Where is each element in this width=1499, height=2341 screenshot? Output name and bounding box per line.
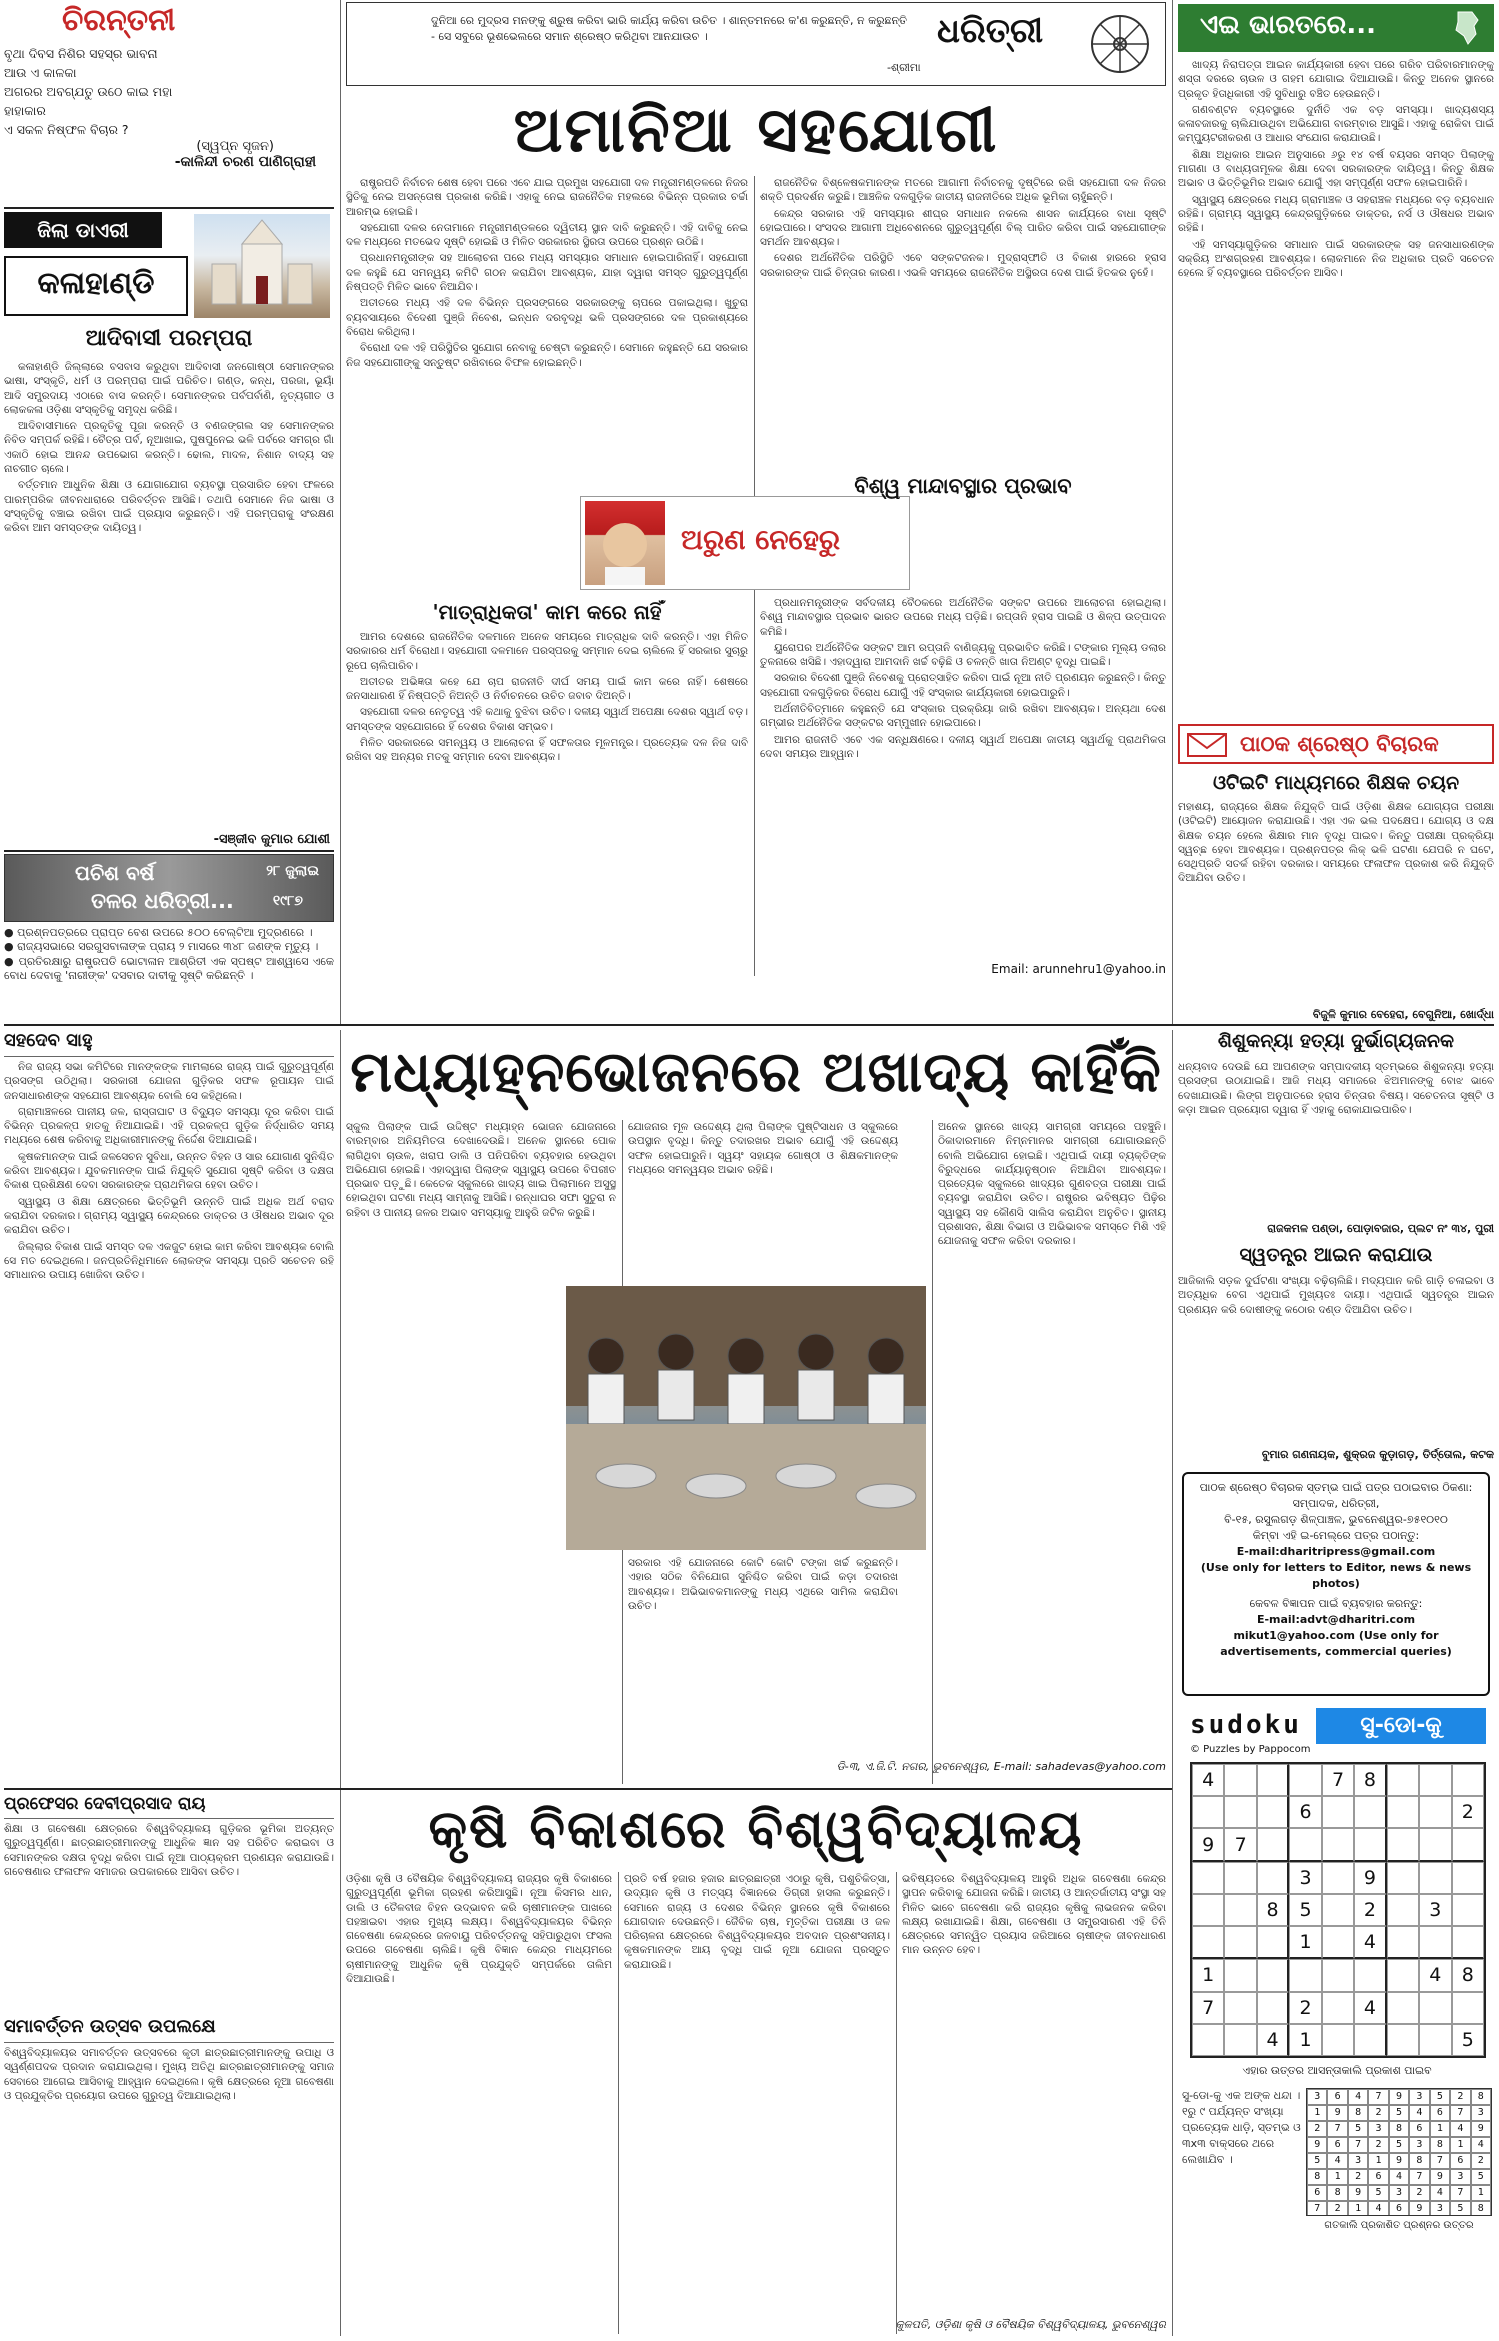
- ei-bharatare-banner: [1178, 4, 1494, 52]
- chirantani-title: ଚିରନ୍ତନୀ: [62, 4, 176, 38]
- answer-cell: 8: [1348, 2105, 1368, 2121]
- answer-cell: 1: [1327, 2169, 1347, 2185]
- sudoku-cell[interactable]: [1387, 1894, 1419, 1926]
- paragraph: ବିରୋଧୀ ଦଳ ଏହି ପରିସ୍ଥିତିର ସୁଯୋଗ ନେବାକୁ ଚେଷ୍ଟା କରୁଛନ୍ତି। ସେମାନେ କହୁଛନ୍ତି ଯେ ସରକାର ନିଜ ସହଯୋଗୀଙ୍କୁ ସନ୍ତୁଷ୍ଟ ରଖିବାରେ ବିଫଳ ହୋଇଛନ୍ତି।: [346, 342, 748, 369]
- professor-body: ଶିକ୍ଷା ଓ ଗବେଷଣା କ୍ଷେତ୍ରରେ ବିଶ୍ୱବିଦ୍ୟାଳୟ ଗୁଡ଼ିକର ଭୂମିକା ଅତ୍ୟନ୍ତ ଗୁରୁତ୍ୱପୂର୍ଣ୍ଣ। ଛାତ୍ରଛାତ୍ରୀମାନଙ୍କୁ ଆଧୁନିକ ଜ୍ଞାନ ସହ ପରିଚିତ କରାଇବା ଓ ସେମାନଙ୍କର ଦକ୍ଷତା ବୃଦ୍ଧି କରିବା ପାଇଁ ନୂଆ ପାଠ୍ୟକ୍ରମ ପ୍ରଣୟନ କରାଯାଉଛି। ଗବେଷଣାର ଫଳାଫଳ ସମାଜର ଉପକାରରେ ଆସିବା ଉଚିତ।: [4, 1823, 334, 1878]
- sudoku-cell[interactable]: [1224, 1862, 1256, 1894]
- sudoku-cell[interactable]: [1387, 2024, 1419, 2056]
- sudoku-cell[interactable]: [1322, 2024, 1354, 2056]
- paragraph: ଆମର ଦେଶରେ ରାଜନୈତିକ ଦଳମାନେ ଅନେକ ସମୟରେ ମାତ୍ରାଧିକ ଦାବି କରନ୍ତି। ଏହା ମିଳିତ ସରକାରର ଧର୍ମ ବିରୋଧୀ। ସହଯୋଗୀ ଦଳମାନେ ପରସ୍ପରକୁ ସମ୍ମାନ ଦେଇ ଚାଲିଲେ ହିଁ ସରକାର ସୁଚାରୁ ରୂପେ ଚାଲିପାରିବ।: [346, 631, 748, 672]
- sahadev-body: [4, 1060, 334, 1784]
- sudoku-cell[interactable]: 6: [1289, 1796, 1321, 1828]
- sudoku-cell[interactable]: [1257, 1796, 1289, 1828]
- sudoku-cell[interactable]: 3: [1419, 1894, 1451, 1926]
- address-line: ପାଠକ ଶ୍ରେଷ୍ଠ ବିଚାରକ ସ୍ତମ୍ଭ ପାଇଁ ପତ୍ର ପଠାଇବାର ଠିକଣା:: [1199, 1481, 1473, 1494]
- sudoku-cell[interactable]: [1354, 1828, 1386, 1861]
- answer-cell: 8: [1327, 2185, 1347, 2201]
- paragraph: ବର୍ତ୍ତମାନ ଆଧୁନିକ ଶିକ୍ଷା ଓ ଯୋଗାଯୋଗ ବ୍ୟବସ୍ଥା ପ୍ରସାରିତ ହେବା ଫଳରେ ପାରମ୍ପରିକ ଜୀବନଧାରାରେ ପରିବର୍ତ୍ତନ ଆସିଛି। ତଥାପି ସେମାନେ ନିଜ ଭାଷା ଓ ସଂସ୍କୃତିକୁ ବଞ୍ଚାଇ ରଖିବା ପାଇଁ ପ୍ରୟାସ କରୁଛନ୍ତି। ଏହି ପରମ୍ପରାକୁ ସଂରକ୍ଷଣ କରିବା ଆମ ସମସ୍ତଙ୍କ ଦାୟିତ୍ୱ।: [4, 479, 334, 535]
- answer-cell: 7: [1368, 2089, 1388, 2105]
- answer-cell: 3: [1430, 2201, 1450, 2216]
- pachisha-items: [4, 926, 334, 1026]
- answer-cell: 7: [1409, 2169, 1429, 2185]
- sudoku-cell[interactable]: 8: [1354, 1764, 1386, 1796]
- answer-cell: 1: [1450, 2137, 1470, 2153]
- paragraph: ରାଜନୈତିକ ବିଶ୍ଳେଷକମାନଙ୍କ ମତରେ ଆଗାମୀ ନିର୍ବାଚନକୁ ଦୃଷ୍ଟିରେ ରଖି ସହଯୋଗୀ ଦଳ ନିଜର ଶକ୍ତି ପ୍ରଦର୍ଶନ କରୁଛି। ଆଞ୍ଚଳିକ ଦଳଗୁଡ଼ିକ ଜାତୀୟ ରାଜନୀତିରେ ଅଧିକ ଭୂମିକା ଚାହୁଁଛନ୍ତି।: [760, 177, 1166, 204]
- chakra-icon: [1089, 13, 1151, 75]
- sudoku-cell[interactable]: [1419, 2024, 1451, 2056]
- sudoku-cell[interactable]: [1257, 1992, 1289, 2024]
- sudoku-cell[interactable]: [1322, 1828, 1354, 1861]
- answer-cell: 7: [1307, 2201, 1327, 2216]
- sudoku-cell[interactable]: 9: [1192, 1828, 1224, 1861]
- pachisha-label-2: ତଳର ଧରିତ୍ରୀ...: [91, 889, 234, 913]
- sudoku-cell[interactable]: 4: [1192, 1764, 1224, 1796]
- advt-note: କେବଳ ବିଜ୍ଞାପନ ପାଇଁ ବ୍ୟବହାର କରନ୍ତୁ:: [1249, 1597, 1423, 1610]
- answer-cell: 4: [1348, 2089, 1368, 2105]
- sudoku-cell[interactable]: [1257, 1959, 1289, 1991]
- sudoku-grid[interactable]: [1190, 1762, 1486, 2058]
- sudoku-cell[interactable]: [1452, 1894, 1484, 1926]
- sudoku-cell[interactable]: 1: [1289, 1926, 1321, 1959]
- answer-cell: 5: [1389, 2137, 1409, 2153]
- advt-email[interactable]: E-mail:advt@dharitri.com: [1256, 1613, 1416, 1626]
- ei-bharatare-title: ଏଇ ଭାରତରେ...: [1200, 10, 1376, 40]
- poem-line: ଆଉ ଏ କାଳକା: [4, 65, 77, 80]
- samavartan-heading: ସମାବର୍ତ୍ତନ ଉତ୍ସବ ଉପଲକ୍ଷେ: [4, 2016, 216, 2037]
- answer-cell: 5: [1450, 2201, 1470, 2216]
- advt-email-2[interactable]: mikut1@yahoo.com (Use only for advertisements, commercial queries): [1220, 1629, 1452, 1658]
- answer-cell: 8: [1471, 2089, 1491, 2105]
- sudoku-cell[interactable]: 7: [1322, 1764, 1354, 1796]
- sudoku-cell[interactable]: 2: [1354, 1894, 1386, 1926]
- answer-cell: 6: [1409, 2121, 1429, 2137]
- answer-cell: 8: [1409, 2153, 1429, 2169]
- paragraph: ସହଯୋଗୀ ଦଳର ନେତୃତ୍ୱ ଏହି କଥାକୁ ବୁଝିବା ଉଚିତ। ଦଳୀୟ ସ୍ୱାର୍ଥ ଅପେକ୍ଷା ଦେଶର ସ୍ୱାର୍ଥ ବଡ଼। ସମସ୍ତଙ୍କ ସହଯୋଗରେ ହିଁ ଦେଶର ବିକାଶ ସମ୍ଭବ।: [346, 706, 748, 733]
- zilla-diary-body: [4, 360, 334, 800]
- sudoku-cell[interactable]: 7: [1192, 1992, 1224, 2024]
- answer-cell: 9: [1389, 2153, 1409, 2169]
- answer-cell: 9: [1327, 2105, 1347, 2121]
- sudoku-cell[interactable]: [1354, 2024, 1386, 2056]
- main-article-col2b: [760, 596, 1166, 956]
- sudoku-cell[interactable]: [1322, 1959, 1354, 1991]
- paragraph: ନିଜ ରାଜ୍ୟ ସଭା କମିଟିରେ ମାନଙ୍କଙ୍କ ମାମଲାରେ ରାଜ୍ୟ ପାଇଁ ଗୁରୁତ୍ୱପୂର୍ଣ୍ଣ ପ୍ରସଙ୍ଗ ଉଠିଥିଲା। ସରକାରୀ ଯୋଜନା ଗୁଡ଼ିକର ସଫଳ ରୂପାୟନ ପାଇଁ ଜନସାଧାରଣଙ୍କ ସହଯୋଗ ଆବଶ୍ୟକ ବୋଲି ସେ କହିଥିଲେ।: [4, 1061, 334, 1102]
- answer-cell: 2: [1348, 2169, 1368, 2185]
- sudoku-cell[interactable]: [1322, 1926, 1354, 1959]
- sudoku-cell[interactable]: [1224, 1992, 1256, 2024]
- answer-cell: 4: [1471, 2137, 1491, 2153]
- agri-col3: ଭବିଷ୍ୟତରେ ବିଶ୍ୱବିଦ୍ୟାଳୟ ଆହୁରି ଅଧିକ ଗବେଷଣା କେନ୍ଦ୍ର ସ୍ଥାପନ କରିବାକୁ ଯୋଜନା କରିଛି। ଜାତୀୟ ଓ ଆନ୍ତର୍ଜାତୀୟ ସଂସ୍ଥା ସହ ମିଳିତ ଭାବେ ଗବେଷଣା କରି ରାଜ୍ୟର କୃଷିକୁ ଲାଭଜନକ କରିବା ଲକ୍ଷ୍ୟ ରଖାଯାଇଛି। ଶିକ୍ଷା, ଗବେଷଣା ଓ ସମ୍ପ୍ରସାରଣ ଏହି ତିନି କ୍ଷେତ୍ରରେ ସମନ୍ୱିତ ପ୍ରୟାସ ଜରିଆରେ ଚାଷୀଙ୍କ ଜୀବନଧାରଣ ମାନ ଉନ୍ନତ ହେବ।: [902, 1873, 1166, 1957]
- sudoku-cell[interactable]: [1387, 1764, 1419, 1796]
- sudoku-caption: ଏହାର ଉତ୍ତର ଆସନ୍ତାକାଲି ପ୍ରକାଶ ପାଇବ: [1242, 2064, 1432, 2077]
- midday-meal-photo: [566, 1286, 926, 1550]
- answer-cell: 3: [1368, 2121, 1388, 2137]
- sudoku-cell[interactable]: [1257, 1926, 1289, 1959]
- answer-cell: 4: [1409, 2105, 1429, 2121]
- paragraph: ପ୍ରଧାନମନ୍ତ୍ରୀଙ୍କ ସହ ଆଲୋଚନା ପରେ ମଧ୍ୟ ସମସ୍ୟାର ସମାଧାନ ହୋଇପାରିନାହିଁ। ସହଯୋଗୀ ଦଳ କହୁଛି ଯେ ସମନ୍ୱୟ କମିଟି ଗଠନ କରାଯିବା ଆବଶ୍ୟକ, ଯାହା ଦ୍ୱାରା ସମସ୍ତ ଗୁରୁତ୍ୱପୂର୍ଣ୍ଣ ନିଷ୍ପତ୍ତି ମିଳିତ ଭାବେ ନିଆଯିବ।: [346, 252, 748, 294]
- sudoku-cell[interactable]: 4: [1354, 1926, 1386, 1959]
- sudoku-cell[interactable]: [1387, 1992, 1419, 2024]
- paragraph: ମିଳିତ ସରକାରରେ ସମନ୍ୱୟ ଓ ଆଲୋଚନା ହିଁ ସଫଳତାର ମୂଳମନ୍ତ୍ର। ପ୍ରତ୍ୟେକ ଦଳ ନିଜ ଦାବି ରଖିବା ସହ ଅନ୍ୟର ମତକୁ ସମ୍ମାନ ଦେବା ଆବଶ୍ୟକ।: [346, 737, 748, 764]
- paragraph: ଶିକ୍ଷା ଅଧିକାର ଆଇନ ଅନୁସାରେ ୬ରୁ ୧୪ ବର୍ଷ ବୟସର ସମସ୍ତ ପିଲାଙ୍କୁ ମାଗଣା ଓ ବାଧ୍ୟତାମୂଳକ ଶିକ୍ଷା ଦେବା ସରକାରଙ୍କ ଦାୟିତ୍ୱ। କିନ୍ତୁ ଶିକ୍ଷକ ଅଭାବ ଓ ଭିତ୍ତିଭୂମିର ଅଭାବ ଯୋଗୁଁ ଏହା ସମ୍ପୂର୍ଣ୍ଣ ସଫଳ ହୋଇପାରିନି।: [1178, 148, 1494, 190]
- agri-col1: ଓଡ଼ିଶା କୃଷି ଓ ବୈଷୟିକ ବିଶ୍ୱବିଦ୍ୟାଳୟ ରାଜ୍ୟର କୃଷି ବିକାଶରେ ଗୁରୁତ୍ୱପୂର୍ଣ୍ଣ ଭୂମିକା ଗ୍ରହଣ କରିଆସୁଛି। ନୂଆ କିସମର ଧାନ, ଡାଲି ଓ ତୈଳବୀଜ ବିହନ ଉଦ୍ଭାବନ କରି ଚାଷୀମାନଙ୍କ ପାଖରେ ପହଞ୍ଚାଇବା ଏହାର ମୁଖ୍ୟ ଲକ୍ଷ୍ୟ। ବିଶ୍ୱବିଦ୍ୟାଳୟର ବିଭିନ୍ନ ଗବେଷଣା କେନ୍ଦ୍ରରେ ଜଳବାୟୁ ପରିବର୍ତ୍ତନକୁ ସହିପାରୁଥିବା ଫସଲ ଉପରେ ଗବେଷଣା ଚାଲିଛି। କୃଷି ବିଜ୍ଞାନ କେନ୍ଦ୍ର ମାଧ୍ୟମରେ ଚାଷୀମାନଙ୍କୁ ଆଧୁନିକ କୃଷି ପ୍ରଯୁକ୍ତି ସମ୍ପର୍କରେ ତାଲିମ ଦିଆଯାଉଛି।: [346, 1873, 612, 1986]
- paragraph: କଳାହାଣ୍ଡି ଜିଲ୍ଲାରେ ବସବାସ କରୁଥିବା ଆଦିବାସୀ ଜନଗୋଷ୍ଠୀ ସେମାନଙ୍କର ଭାଷା, ସଂସ୍କୃତି, ଧର୍ମ ଓ ପରମ୍ପରା ପାଇଁ ପରିଚିତ। ଗଣ୍ଡ, କନ୍ଧ, ପରଜା, ଭୂୟାଁ ଆଦି ସମ୍ପ୍ରଦାୟ ଏଠାରେ ବାସ କରନ୍ତି। ସେମାନଙ୍କର ପର୍ବପର୍ବାଣି, ନୃତ୍ୟଗୀତ ଓ ଲୋକକଳା ଓଡ଼ିଶା ସଂସ୍କୃତିକୁ ସମୃଦ୍ଧ କରିଛି।: [4, 361, 334, 416]
- answer-cell: 8: [1430, 2137, 1450, 2153]
- sudoku-cell[interactable]: [1387, 1862, 1419, 1894]
- sudoku-cell[interactable]: 4: [1419, 1959, 1451, 1991]
- answer-cell: 2: [1307, 2121, 1327, 2137]
- answer-cell: 2: [1450, 2089, 1470, 2105]
- paragraph: ସହଯୋଗୀ ଦଳର ନେତାମାନେ ମନ୍ତ୍ରୀମଣ୍ଡଳରେ ଦ୍ୱିତୀୟ ସ୍ଥାନ ଦାବି କରୁଛନ୍ତି। ଏହି ଦାବିକୁ ନେଇ ଦଳ ମଧ୍ୟରେ ମତଭେଦ ସୃଷ୍ଟି ହୋଇଛି ଓ ମିଳିତ ସରକାରର ସ୍ଥିରତା ଉପରେ ପ୍ରଶ୍ନ ଉଠିଛି।: [346, 221, 748, 249]
- midday-col1: ସ୍କୁଲ ପିଲାଙ୍କ ପାଇଁ ଉଦ୍ଦିଷ୍ଟ ମଧ୍ୟାହ୍ନ ଭୋଜନ ଯୋଜନାରେ ବାରମ୍ବାର ଅନିୟମିତତା ଦେଖାଦେଉଛି। ଅନେକ ସ୍ଥାନରେ ପୋକ ଲାଗିଥିବା ଚାଉଳ, ଖରାପ ଡାଲି ଓ ପନିପରିବା ବ୍ୟବହାର ହେଉଥିବା ଅଭିଯୋଗ ହୋଇଛି। ଏହାଦ୍ୱାରା ପିଲାଙ୍କ ସ୍ୱାସ୍ଥ୍ୟ ଉପରେ ବିପରୀତ ପ୍ରଭାବ ପଡ଼ୁଛି। କେତେକ ସ୍କୁଲରେ ଖାଦ୍ୟ ଖାଇ ପିଲାମାନେ ଅସୁସ୍ଥ ହୋଇଥିବା ଘଟଣା ମଧ୍ୟ ସାମ୍ନାକୁ ଆସିଛି। ରନ୍ଧାଘର ସଫା ସୁତୁରା ନ ରହିବା ଓ ପାନୀୟ ଜଳର ଅଭାବ ସମସ୍ୟାକୁ ଆହୁରି ଜଟିଳ କରୁଛି।: [346, 1121, 616, 1219]
- answer-cell: 9: [1307, 2137, 1327, 2153]
- masthead-quote: ଦୁନିଆ ରେ ମୁଦ୍ରସ ମନଙ୍କୁ ଶ୍ରୁଷ କରିବା ଭାରି କାର୍ଯ୍ୟ କରିବା ଉଚିତ । ଶାନ୍ତମନରେ କ'ଣ କରୁଛନ୍ତି, ନ କରୁଛନ୍ତି - ସେ ସବୁରେ ଭୂଶଭେଲରେ ସମାନ ଶ୍ରେଷ୍ଠ କରିଥିବା ଆନଯାଉଚ ।: [431, 14, 907, 43]
- children-eating-image: [566, 1286, 926, 1550]
- paragraph: କୃଷକମାନଙ୍କ ପାଇଁ ଜଳସେଚନ ସୁବିଧା, ଉନ୍ନତ ବିହନ ଓ ସାର ଯୋଗାଣ ସୁନିଶ୍ଚିତ କରିବା ଆବଶ୍ୟକ। ଯୁବକମାନଙ୍କ ପାଇଁ ନିଯୁକ୍ତି ସୁଯୋଗ ସୃଷ୍ଟି କରିବା ଓ ଦକ୍ଷତା ବିକାଶ ପ୍ରଶିକ୍ଷଣ ଦେବା ସରକାରଙ୍କ ପ୍ରାଥମିକତା ହେବା ଉଚିତ।: [4, 1150, 334, 1192]
- sudoku-cell[interactable]: [1322, 1992, 1354, 2024]
- sudoku-cell[interactable]: 1: [1289, 2024, 1321, 2056]
- author-email: Email: arunnehru1@yahoo.in: [991, 962, 1166, 976]
- letter3-title: ସ୍ୱତନ୍ତ୍ର ଆଇନ କରାଯାଉ: [1239, 1244, 1433, 1266]
- sudoku-cell[interactable]: [1419, 1828, 1451, 1861]
- paragraph: ସ୍ୱାସ୍ଥ୍ୟ କ୍ଷେତ୍ରରେ ମଧ୍ୟ ଗ୍ରାମାଞ୍ଚଳ ଓ ସହରାଞ୍ଚଳ ମଧ୍ୟରେ ବଡ଼ ବ୍ୟବଧାନ ରହିଛି। ଗ୍ରାମ୍ୟ ସ୍ୱାସ୍ଥ୍ୟ କେନ୍ଦ୍ରଗୁଡ଼ିକରେ ଡାକ୍ତର, ନର୍ସ ଓ ଔଷଧର ଅଭାବ ରହିଛି।: [1178, 193, 1494, 235]
- sudoku-cell[interactable]: [1452, 1862, 1484, 1894]
- agri-headline: କୃଷି ବିକାଶରେ ବିଶ୍ୱବିଦ୍ୟାଳୟ: [428, 1799, 1084, 1860]
- answer-cell: 5: [1430, 2089, 1450, 2105]
- answer-cell: 3: [1471, 2105, 1491, 2121]
- letter3-body: ଆଜିକାଲି ସଡ଼କ ଦୁର୍ଘଟଣା ସଂଖ୍ୟା ବଢ଼ିଚାଲିଛି। ମଦ୍ୟପାନ କରି ଗାଡ଼ି ଚଳାଇବା ଓ ଅତ୍ୟଧିକ ବେଗ ଏଥିପାଇଁ ମୁଖ୍ୟତଃ ଦାୟୀ। ଏଥିପାଇଁ ସ୍ୱତନ୍ତ୍ର ଆଇନ ପ୍ରଣୟନ କରି ଦୋଷୀଙ୍କୁ କଠୋର ଦଣ୍ଡ ଦିଆଯିବା ଉଚିତ।: [1178, 1275, 1494, 1316]
- paragraph: ଅତୀତରେ ମଧ୍ୟ ଏହି ଦଳ ବିଭିନ୍ନ ପ୍ରସଙ୍ଗରେ ସରକାରଙ୍କୁ ଚାପରେ ପକାଇଥିଲା। ଖୁଚୁରା ବ୍ୟବସାୟରେ ବିଦେଶୀ ପୁଞ୍ଜି ନିବେଶ, ଇନ୍ଧନ ଦରବୃଦ୍ଧି ଭଳି ପ୍ରସଙ୍ଗରେ ଦଳ ପ୍ରକାଶ୍ୟରେ ବିରୋଧ କରିଥିଲା।: [346, 297, 748, 338]
- district-name: କଳାହାଣ୍ଡି: [4, 256, 188, 316]
- answer-cell: 8: [1389, 2121, 1409, 2137]
- sudoku-cell[interactable]: 4: [1354, 1992, 1386, 2024]
- sudoku-cell[interactable]: [1387, 1796, 1419, 1828]
- list-item: ● ପ୍ରଶ୍ନପତ୍ରରେ ପ୍ରାପ୍ତ ବେଶ ଉପରେ ୫୦୦ ବେଲ୍ଟିଆ ମୁଦ୍ରଣରେ ।: [4, 926, 313, 939]
- answer-cell: 8: [1307, 2169, 1327, 2185]
- paragraph: ଗ୍ରାମାଞ୍ଚଳରେ ପାନୀୟ ଜଳ, ରାସ୍ତାଘାଟ ଓ ବିଦ୍ୟୁତ ସମସ୍ୟା ଦୂର କରିବା ପାଇଁ ବିଭିନ୍ନ ପ୍ରକଳ୍ପ ହାତକୁ ନିଆଯାଇଛି। ଏହି ପ୍ରକଳ୍ପ ଗୁଡ଼ିକ ନିର୍ଦ୍ଧାରିତ ସମୟ ମଧ୍ୟରେ ଶେଷ କରିବାକୁ ଅଧିକାରୀମାନଙ୍କୁ ନିର୍ଦ୍ଦେଶ ଦିଆଯାଇଛି।: [4, 1105, 334, 1147]
- sudoku-cell[interactable]: [1387, 1959, 1419, 1991]
- answer-cell: 4: [1389, 2169, 1409, 2185]
- answer-cell: 3: [1409, 2137, 1429, 2153]
- zilla-diary-label: ଜିଲା ଡାଏରୀ: [4, 212, 162, 248]
- answer-cell: 5: [1471, 2169, 1491, 2185]
- sudoku-rules: ସୁ-ଡୋ-କୁ ଏକ ଅଙ୍କ ଧନ୍ଦା । ୧ରୁ ୯ ପର୍ଯ୍ୟନ୍ତ ସଂଖ୍ୟା ପ୍ରତ୍ୟେକ ଧାଡ଼ି, ସ୍ତମ୍ଭ ଓ ୩x୩ ବାକ୍ସରେ ଥରେ ଲେଖାଯିବ ।: [1182, 2089, 1301, 2166]
- sudoku-cell[interactable]: [1192, 1862, 1224, 1894]
- paragraph: ଅତୀତର ଅଭିଜ୍ଞତା କହେ ଯେ ଚାପ ରାଜନୀତି ଦୀର୍ଘ ସମୟ ପାଇଁ କାମ କରେ ନାହିଁ। ଶେଷରେ ଜନସାଧାରଣ ହିଁ ନିଷ୍ପତ୍ତି ନିଅନ୍ତି ଓ ନିର୍ବାଚନରେ ଉଚିତ ଜବାବ ଦିଅନ୍ତି।: [346, 675, 748, 703]
- zilla-diary-box: [4, 212, 334, 324]
- answer-cell: 2: [1327, 2201, 1347, 2216]
- sudoku-cell[interactable]: [1387, 1926, 1419, 1959]
- letter2-body: ଧନ୍ୟବାଦ ଦେଉଛି ଯେ ଆପଣଙ୍କ ସମ୍ପାଦକୀୟ ସ୍ତମ୍ଭରେ ଶିଶୁକନ୍ୟା ହତ୍ୟା ପ୍ରସଙ୍ଗ ଉଠାଯାଇଛି। ଆଜି ମଧ୍ୟ ସମାଜରେ ଝିଅମାନଙ୍କୁ ବୋଝ ଭାବେ ଦେଖାଯାଉଛି। ଲିଙ୍ଗ ଅନୁପାତରେ ହ୍ରାସ ଚିନ୍ତାର ବିଷୟ। ସଚେତନତା ସୃଷ୍ଟି ଓ କଡ଼ା ଆଇନ ପ୍ରୟୋଗ ଦ୍ୱାରା ହିଁ ଏହାକୁ ରୋକାଯାଇପାରିବ।: [1178, 1061, 1494, 1116]
- sudoku-cell[interactable]: 1: [1192, 1959, 1224, 1991]
- answer-cell: 6: [1307, 2185, 1327, 2201]
- answer-cell: 8: [1471, 2201, 1491, 2216]
- poem-author: -କାଳିନ୍ଦୀ ଚରଣ ପାଣିଗ୍ରାହୀ: [174, 154, 316, 170]
- sudoku-cell[interactable]: [1322, 1894, 1354, 1926]
- paragraph: କେନ୍ଦ୍ର ସରକାର ଏହି ସମସ୍ୟାର ଶୀଘ୍ର ସମାଧାନ ନକଲେ ଶାସନ କାର୍ଯ୍ୟରେ ବାଧା ସୃଷ୍ଟି ହୋଇପାରେ। ସଂସଦର ଆଗାମୀ ଅଧିବେଶନରେ ଗୁରୁତ୍ୱପୂର୍ଣ୍ଣ ବିଲ୍ ପାରିତ କରିବା ପାଇଁ ସହଯୋଗୀଙ୍କ ସମର୍ଥନ ଆବଶ୍ୟକ।: [760, 207, 1166, 249]
- agri-col2: ପ୍ରତି ବର୍ଷ ହଜାର ହଜାର ଛାତ୍ରଛାତ୍ରୀ ଏଠାରୁ କୃଷି, ପଶୁଚିକିତ୍ସା, ଉଦ୍ୟାନ କୃଷି ଓ ମତ୍ସ୍ୟ ବିଜ୍ଞାନରେ ଡିଗ୍ରୀ ହାସଲ କରୁଛନ୍ତି। ସେମାନେ ରାଜ୍ୟ ଓ ଦେଶର ବିଭିନ୍ନ ସ୍ଥାନରେ କୃଷି ବିକାଶରେ ଯୋଗଦାନ ଦେଉଛନ୍ତି। ଜୈବିକ ଚାଷ, ମୃତ୍ତିକା ପରୀକ୍ଷା ଓ ଜଳ ପରିଚାଳନା କ୍ଷେତ୍ରରେ ବିଶ୍ୱବିଦ୍ୟାଳୟର ଅବଦାନ ପ୍ରଶଂସନୀୟ। କୃଷକମାନଙ୍କ ଆୟ ବୃଦ୍ଧି ପାଇଁ ନୂଆ ଯୋଜନା ପ୍ରସ୍ତୁତ କରାଯାଉଛି।: [624, 1873, 890, 1971]
- answer-cell: 9: [1389, 2089, 1409, 2105]
- ei-bharatare-body: [1178, 58, 1494, 718]
- sudoku-cell[interactable]: 7: [1224, 1828, 1256, 1861]
- paragraph: ସ୍ୱାସ୍ଥ୍ୟ ଓ ଶିକ୍ଷା କ୍ଷେତ୍ରରେ ଭିତ୍ତିଭୂମି ଉନ୍ନତି ପାଇଁ ଅଧିକ ଅର୍ଥ ବରାଦ କରାଯିବା ଦରକାର। ଗ୍ରାମ୍ୟ ସ୍ୱାସ୍ଥ୍ୟ କେନ୍ଦ୍ରରେ ଡାକ୍ତର ଓ ଔଷଧର ଅଭାବ ଦୂର କରାଯିବା ଉଚିତ।: [4, 1195, 334, 1237]
- poem-line: ହାହାକାର: [4, 103, 46, 118]
- sudoku-cell[interactable]: 5: [1452, 2024, 1484, 2056]
- answer-cell: 7: [1450, 2185, 1470, 2201]
- paragraph: ପ୍ରଧାନମନ୍ତ୍ରୀଙ୍କ ସର୍ବଦଳୀୟ ବୈଠକରେ ଅର୍ଥନୈତିକ ସଙ୍କଟ ଉପରେ ଆଲୋଚନା ହୋଇଥିଲା। ବିଶ୍ୱ ମାନ୍ଦାବସ୍ଥାର ପ୍ରଭାବ ଭାରତ ଉପରେ ମଧ୍ୟ ପଡ଼ିଛି। ରପ୍ତାନି ହ୍ରାସ ପାଇଛି ଓ ଶିଳ୍ପ ଉତ୍ପାଦନ କମିଛି।: [760, 597, 1166, 638]
- author-box: [580, 496, 910, 590]
- pachisha-banner: [4, 854, 334, 922]
- sudoku-cell[interactable]: [1322, 1796, 1354, 1828]
- editor-email-note: (Use only for letters to Editor, news & news photos): [1200, 1561, 1472, 1590]
- sudoku-cell[interactable]: [1192, 1894, 1224, 1926]
- sudoku-cell[interactable]: 8: [1452, 1959, 1484, 1991]
- sudoku-brand: sudoku: [1190, 1710, 1302, 1740]
- answer-cell: 1: [1348, 2201, 1368, 2216]
- answer-cell: 9: [1430, 2169, 1450, 2185]
- main-headline: ଅମାନିଆ ସହଯୋଗୀ: [513, 93, 999, 166]
- masthead: [346, 2, 1166, 86]
- editor-email[interactable]: E-mail:dharitripress@gmail.com: [1236, 1545, 1436, 1558]
- midday-col3: ଅନେକ ସ୍ଥାନରେ ଖାଦ୍ୟ ସାମଗ୍ରୀ ସମୟରେ ପହଞ୍ଚୁନି। ଠିକାଦାରମାନେ ନିମ୍ନମାନର ସାମଗ୍ରୀ ଯୋଗାଉଛନ୍ତି ବୋଲି ଅଭିଯୋଗ ହୋଇଛି। ଏଥିପାଇଁ ଦାୟୀ ବ୍ୟକ୍ତିଙ୍କ ବିରୁଦ୍ଧରେ କାର୍ଯ୍ୟାନୁଷ୍ଠାନ ନିଆଯିବା ଆବଶ୍ୟକ। ପ୍ରତ୍ୟେକ ସ୍କୁଲରେ ଖାଦ୍ୟର ଗୁଣବତ୍ତା ପରୀକ୍ଷା ପାଇଁ ବ୍ୟବସ୍ଥା କରାଯିବା ଉଚିତ। ରାଷ୍ଟ୍ରର ଭବିଷ୍ୟତ ପିଢ଼ିର ସ୍ୱାସ୍ଥ୍ୟ ସହ କୌଣସି ସାଲିସ କରାଯିବା ଅନୁଚିତ। ସ୍ଥାନୀୟ ପ୍ରଶାସନ, ଶିକ୍ଷା ବିଭାଗ ଓ ଅଭିଭାବକ ସମସ୍ତେ ମିଶି ଏହି ଯୋଜନାକୁ ସଫଳ କରିବା ଦରକାର।: [938, 1121, 1166, 1248]
- paragraph: ରାଷ୍ଟ୍ରପତି ନିର୍ବାଚନ ଶେଷ ହେବା ପରେ ଏବେ ଯାଇ ପ୍ରମୁଖ ସହଯୋଗୀ ଦଳ ମନ୍ତ୍ରୀମଣ୍ଡଳରେ ନିଜର ସ୍ଥିତିକୁ ନେଇ ଅସନ୍ତୋଷ ପ୍ରକାଶ କରିଛି। ଏହାକୁ ନେଇ ରାଜନୈତିକ ମହଲରେ ବିଭିନ୍ନ ପ୍ରକାର ଚର୍ଚ୍ଚା ଆରମ୍ଭ ହୋଇଛି।: [346, 177, 748, 218]
- answer-cell: 7: [1430, 2153, 1450, 2169]
- sudoku-credit: © Puzzles by Pappocom: [1190, 1744, 1311, 1755]
- answer-cell: 4: [1430, 2185, 1450, 2201]
- sudoku-cell[interactable]: [1452, 1764, 1484, 1796]
- agri-byline: କୁଳପତି, ଓଡ଼ିଶା କୃଷି ଓ ବୈଷୟିକ ବିଶ୍ୱବିଦ୍ୟାଳୟ, ଭୁବନେଶ୍ୱର: [895, 2318, 1166, 2331]
- sudoku-answer-caption: ଗତକାଲି ପ୍ରକାଶିତ ପ୍ରଶ୍ନର ଉତ୍ତର: [1324, 2220, 1474, 2231]
- sudoku-cell[interactable]: [1224, 2024, 1256, 2056]
- answer-cell: 4: [1327, 2153, 1347, 2169]
- masthead-brand: ଧରିତ୍ରୀ: [937, 11, 1044, 51]
- reader-best-title: ପାଠକ ଶ୍ରେଷ୍ଠ ବିଚାରକ: [1240, 732, 1439, 756]
- sudoku-cell[interactable]: [1452, 1828, 1484, 1861]
- sudoku-cell[interactable]: [1452, 1926, 1484, 1959]
- answer-cell: 9: [1348, 2185, 1368, 2201]
- sudoku-brand-odia: ସୁ-ଡୋ-କୁ: [1316, 1708, 1486, 1744]
- letter1-sign: ବିଜୁଳି କୁମାର ବେହେରା, ବେଗୁନିଆ, ଖୋର୍ଦ୍ଧା: [1178, 1008, 1494, 1022]
- poem-line: ଏ ସକଳ ନିଷ୍ଫଳ ବିଚାର ?: [4, 122, 129, 137]
- pachisha-label-1: ପଚିଶ ବର୍ଷ: [75, 861, 155, 885]
- sudoku-cell[interactable]: [1224, 1764, 1256, 1796]
- answer-cell: 6: [1327, 2089, 1347, 2105]
- sudoku-cell[interactable]: [1224, 1959, 1256, 1991]
- sudoku-cell[interactable]: [1224, 1894, 1256, 1926]
- address-line: ସମ୍ପାଦକ, ଧରିତ୍ରୀ,: [1292, 1497, 1380, 1510]
- address-box: [1182, 1472, 1490, 1696]
- pachisha-date-day: ୨୮ ଜୁଲାଇ: [266, 863, 319, 879]
- answer-cell: 3: [1307, 2089, 1327, 2105]
- reader-best-banner: [1178, 724, 1494, 764]
- sudoku-cell[interactable]: [1354, 1796, 1386, 1828]
- answer-cell: 2: [1368, 2137, 1388, 2153]
- sudoku-cell[interactable]: [1419, 1862, 1451, 1894]
- midday-headline: ମଧ୍ୟାହ୍ନଭୋଜନରେ ଅଖାଦ୍ୟ କାହିଁକି: [350, 1039, 1162, 1105]
- midday-col2b-visible: ସରକାର ଏହି ଯୋଜନାରେ କୋଟି କୋଟି ଟଙ୍କା ଖର୍ଚ୍ଚ କରୁଛନ୍ତି। ଏହାର ସଠିକ ବିନିଯୋଗ ସୁନିଶ୍ଚିତ କରିବା ପାଇଁ କଡ଼ା ତଦାରଖ ଆବଶ୍ୟକ। ଅଭିଭାବକମାନଙ୍କୁ ମଧ୍ୟ ଏଥିରେ ସାମିଲ କରାଯିବା ଉଚିତ।: [628, 1557, 898, 1612]
- answer-cell: 5: [1348, 2121, 1368, 2137]
- author-photo: [585, 501, 665, 585]
- answer-cell: 9: [1471, 2121, 1491, 2137]
- sudoku-cell[interactable]: 2: [1452, 1796, 1484, 1828]
- answer-cell: 3: [1450, 2169, 1470, 2185]
- answer-cell: 5: [1307, 2153, 1327, 2169]
- sudoku-cell[interactable]: [1419, 1764, 1451, 1796]
- sudoku-cell[interactable]: 9: [1354, 1862, 1386, 1894]
- answer-cell: 7: [1348, 2137, 1368, 2153]
- poem-line: ଅଗରର ଅବଗ୍ଯତୁ ଉଠେ କାଇ ମହା: [4, 84, 173, 99]
- sudoku-cell[interactable]: 5: [1289, 1894, 1321, 1926]
- answer-cell: 2: [1409, 2185, 1429, 2201]
- sudoku-cell[interactable]: 3: [1289, 1862, 1321, 1894]
- temple-photo: [194, 214, 330, 318]
- answer-cell: 1: [1430, 2121, 1450, 2137]
- list-item: ● ରାଜ୍ୟସଭାରେ ସରଗୁସବାଳାଙ୍କ ପ୍ରାୟ ୨ ମାସରେ ୩୪୮ ଜଣଙ୍କ ମୃତ୍ୟୁ ।: [4, 940, 319, 954]
- answer-cell: 1: [1368, 2153, 1388, 2169]
- sudoku-answer-grid: [1306, 2088, 1492, 2216]
- pachisha-date-year: ୧୯୮୭: [272, 893, 303, 909]
- answer-cell: 2: [1471, 2153, 1491, 2169]
- answer-cell: 9: [1409, 2201, 1429, 2216]
- sudoku-header: [1184, 1708, 1490, 1758]
- answer-cell: 6: [1389, 2201, 1409, 2216]
- answer-cell: 5: [1389, 2105, 1409, 2121]
- address-line: ବି-୧୫, ରସୁଲଗଡ଼ ଶିଳ୍ପାଞ୍ଚଳ, ଭୁବନେଶ୍ୱର-୭୫୧୦୧୦: [1224, 1513, 1448, 1526]
- sudoku-cell[interactable]: [1224, 1926, 1256, 1959]
- temple-icon: [194, 214, 330, 318]
- samavartan-body: ବିଶ୍ୱବିଦ୍ୟାଳୟର ସମାବର୍ତ୍ତନ ଉତ୍ସବରେ କୃତୀ ଛାତ୍ରଛାତ୍ରୀମାନଙ୍କୁ ଉପାଧି ଓ ସ୍ୱର୍ଣ୍ଣପଦକ ପ୍ରଦାନ କରାଯାଇଥିଲା। ମୁଖ୍ୟ ଅତିଥି ଛାତ୍ରଛାତ୍ରୀମାନଙ୍କୁ ସମାଜ ସେବାରେ ଆଗେଇ ଆସିବାକୁ ଆହ୍ୱାନ ଦେଇଥିଲେ। କୃଷି କ୍ଷେତ୍ରରେ ନୂଆ ଗବେଷଣା ଓ ପ୍ରଯୁକ୍ତିର ପ୍ରୟୋଗ ଉପରେ ଗୁରୁତ୍ୱ ଦିଆଯାଇଥିଲା।: [4, 2047, 334, 2102]
- sudoku-cell[interactable]: [1289, 1764, 1321, 1796]
- envelope-icon: [1186, 730, 1230, 760]
- letter1-body: ମହାଶୟ, ରାଜ୍ୟରେ ଶିକ୍ଷକ ନିଯୁକ୍ତି ପାଇଁ ଓଡ଼ିଶା ଶିକ୍ଷକ ଯୋଗ୍ୟତା ପରୀକ୍ଷା (ଓଟିଇଟି) ଆୟୋଜନ କରାଯାଉଛି। ଏହା ଏକ ଭଲ ପଦକ୍ଷେପ। ଯୋଗ୍ୟ ଓ ଦକ୍ଷ ଶିକ୍ଷକ ଚୟନ ହେଲେ ଶିକ୍ଷାର ମାନ ବୃଦ୍ଧି ପାଇବ। କିନ୍ତୁ ପରୀକ୍ଷା ପ୍ରକ୍ରିୟା ସ୍ୱଚ୍ଛ ହେବା ଆବଶ୍ୟକ। ପ୍ରଶ୍ନପତ୍ର ଲିକ୍ ଭଳି ଘଟଣା ଯେପରି ନ ଘଟେ, ସେଥିପ୍ରତି ସତର୍କ ରହିବା ଦରକାର। ସମୟରେ ଫଳାଫଳ ପ୍ରକାଶ କରି ନିଯୁକ୍ତି ଦିଆଯିବା ଉଚିତ।: [1178, 801, 1494, 885]
- sudoku-cell[interactable]: [1387, 1828, 1419, 1861]
- sudoku-cell[interactable]: [1289, 1959, 1321, 1991]
- sudoku-cell[interactable]: 8: [1257, 1894, 1289, 1926]
- answer-cell: 2: [1368, 2105, 1388, 2121]
- author-name: ଅରୁଣ ନେହେରୁ: [681, 523, 841, 556]
- zilla-diary-heading: ଆଦିବାସୀ ପରମ୍ପରା: [85, 326, 253, 351]
- sudoku-cell[interactable]: [1419, 1992, 1451, 2024]
- sudoku-cell[interactable]: [1257, 1862, 1289, 1894]
- sudoku-cell[interactable]: [1192, 2024, 1224, 2056]
- sudoku-cell[interactable]: 2: [1289, 1992, 1321, 2024]
- answer-cell: 3: [1348, 2153, 1368, 2169]
- letter2-title: ଶିଶୁକନ୍ୟା ହତ୍ୟା ଦୁର୍ଭାଗ୍ୟଜନକ: [1217, 1030, 1455, 1052]
- paragraph: ଜିଲ୍ଲାର ବିକାଶ ପାଇଁ ସମସ୍ତ ଦଳ ଏକଜୁଟ ହୋଇ କାମ କରିବା ଆବଶ୍ୟକ ବୋଲି ସେ ମତ ଦେଇଥିଲେ। ଜନପ୍ରତିନିଧିମାନେ ଲୋକଙ୍କ ସମସ୍ୟା ପ୍ରତି ସଚେତନ ରହି ସମାଧାନର ଉପାୟ ଖୋଜିବା ଉଚିତ।: [4, 1240, 334, 1282]
- answer-cell: 7: [1450, 2105, 1470, 2121]
- paragraph: ସରକାର ବିଦେଶୀ ପୁଞ୍ଜି ନିବେଶକୁ ପ୍ରୋତ୍ସାହିତ କରିବା ପାଇଁ ନୂଆ ନୀତି ପ୍ରଣୟନ କରୁଛନ୍ତି। କିନ୍ତୁ ସହଯୋଗୀ ଦଳଗୁଡ଼ିକର ବିରୋଧ ଯୋଗୁଁ ଏହି ସଂସ୍କାର କାର୍ଯ୍ୟକାରୀ ହୋଇପାରୁନି।: [760, 672, 1166, 699]
- chirantani-poem: [4, 44, 334, 139]
- sahadev-name: ସହଦେବ ସାହୁ: [4, 1030, 93, 1051]
- address-line: କିମ୍ବା ଏହି ଇ-ମେଲ୍‌ରେ ପତ୍ର ପଠାନ୍ତୁ:: [1252, 1529, 1420, 1542]
- sudoku-cell[interactable]: [1289, 1828, 1321, 1861]
- paragraph: ଗଣବଣ୍ଟନ ବ୍ୟବସ୍ଥାରେ ଦୁର୍ନୀତି ଏକ ବଡ଼ ସମସ୍ୟା। ଖାଦ୍ୟଶସ୍ୟ କଳାବଜାରକୁ ଚାଲିଯାଉଥିବା ଅଭିଯୋଗ ବାରମ୍ବାର ଆସୁଛି। ଏହାକୁ ରୋକିବା ପାଇଁ କମ୍ପ୍ୟୁଟରୀକରଣ ଓ ଆଧାର ସଂଯୋଗ କରାଯାଉଛି।: [1178, 103, 1494, 145]
- professor-name: ପ୍ରଫେସର ଦେବୀପ୍ରସାଦ ରାୟ: [4, 1794, 206, 1814]
- sudoku-cell[interactable]: [1224, 1796, 1256, 1828]
- sudoku-cell[interactable]: [1354, 1959, 1386, 1991]
- sudoku-cell[interactable]: [1257, 1764, 1289, 1796]
- midday-col2a: ଯୋଜନାର ମୂଳ ଉଦ୍ଦେଶ୍ୟ ଥିଲା ପିଲାଙ୍କ ପୁଷ୍ଟିସାଧନ ଓ ସ୍କୁଲରେ ଉପସ୍ଥାନ ବୃଦ୍ଧି। କିନ୍ତୁ ତଦାରଖର ଅଭାବ ଯୋଗୁଁ ଏହି ଉଦ୍ଦେଶ୍ୟ ସଫଳ ହୋଇପାରୁନି। ସ୍ୱୟଂ ସହାୟକ ଗୋଷ୍ଠୀ ଓ ଶିକ୍ଷକମାନଙ୍କ ମଧ୍ୟରେ ସମନ୍ୱୟର ଅଭାବ ରହିଛି।: [628, 1121, 898, 1176]
- answer-cell: 6: [1368, 2169, 1388, 2185]
- letter1-title: ଓଟିଇଟି ମାଧ୍ୟମରେ ଶିକ୍ଷକ ଚୟନ: [1212, 772, 1460, 794]
- answer-cell: 4: [1450, 2121, 1470, 2137]
- list-item: ● ପ୍ରତିରକ୍ଷାରୁ ରାଷ୍ଟ୍ରପତି ଭୋଟାଳାନ ଆଶ୍ରିତୀ ଏକ ସ୍ପଷ୍ଟ ଆଶ୍ୱାସେ ଏକେ ବୋଧ ଦେବାକୁ 'ନାରୀଙ୍କ' ଦସବାର ଦାବୀକୁ ସୃଷ୍ଟି କରିଛନ୍ତି ।: [4, 954, 334, 982]
- sub-heading-mandabastha: ବିଶ୍ୱ ମାନ୍ଦାବସ୍ଥାର ପ୍ରଭାବ: [854, 474, 1072, 498]
- paragraph: ଆଦିବାସୀମାନେ ପ୍ରକୃତିକୁ ପୂଜା କରନ୍ତି ଓ ବଣଜଙ୍ଗଲ ସହ ସେମାନଙ୍କର ନିବିଡ ସମ୍ପର୍କ ରହିଛି। ଚୈତ୍ର ପର୍ବ, ନୂଆଖାଇ, ପୁଷପୁନେଇ ଭଳି ପର୍ବରେ ସମଗ୍ର ଗାଁ ଏକାଠି ହୋଇ ଆନନ୍ଦ ଉପଭୋଗ କରନ୍ତି। ଢୋଲ, ମାଦଳ, ନିଶାନ ବାଦ୍ୟ ସହ ନାଚଗୀତ ଚାଲେ।: [4, 420, 334, 476]
- paragraph: ଦେଶର ଅର୍ଥନୈତିକ ପରିସ୍ଥିତି ଏବେ ସଙ୍କଟଜନକ। ମୁଦ୍ରାସ୍ଫୀତି ଓ ବିକାଶ ହାରରେ ହ୍ରାସ ସରକାରଙ୍କ ପାଇଁ ଚିନ୍ତାର କାରଣ। ଏଭଳି ସମୟରେ ରାଜନୈତିକ ଅସ୍ଥିରତା ଦେଶ ପାଇଁ ହିତକର ନୁହେଁ।: [760, 252, 1166, 279]
- paragraph: ଏହି ସମସ୍ୟାଗୁଡ଼ିକର ସମାଧାନ ପାଇଁ ସରକାରଙ୍କ ସହ ଜନସାଧାରଣଙ୍କ ସକ୍ରିୟ ଅଂଶଗ୍ରହଣ ଆବଶ୍ୟକ। ଲୋକମାନେ ନିଜ ଅଧିକାର ପ୍ରତି ସଚେତନ ହେଲେ ହିଁ ବ୍ୟବସ୍ଥାରେ ପରିବର୍ତ୍ତନ ଆସିବ।: [1178, 238, 1494, 280]
- answer-cell: 6: [1450, 2153, 1470, 2169]
- sudoku-cell[interactable]: [1257, 1828, 1289, 1861]
- letter2-sign: ରାଜକମଳ ପଣ୍ଡା, ପୋଡ଼ାବଜାର, ପ୍ଲଟ ନଂ ୩୪, ପୁରୀ: [1267, 1222, 1494, 1235]
- main-article-col2: [760, 176, 1166, 482]
- paragraph: ଆମର ରାଜନୀତି ଏବେ ଏକ ସନ୍ଧିକ୍ଷଣରେ। ଦଳୀୟ ସ୍ୱାର୍ଥ ଅପେକ୍ଷା ଜାତୀୟ ସ୍ୱାର୍ଥକୁ ପ୍ରାଥମିକତା ଦେବା ସମୟର ଆହ୍ୱାନ।: [760, 733, 1166, 760]
- paragraph: ୟୁରୋପର ଅର୍ଥନୈତିକ ସଙ୍କଟ ଆମ ରପ୍ତାନି ବାଣିଜ୍ୟକୁ ପ୍ରଭାବିତ କରିଛି। ଟଙ୍କାର ମୂଲ୍ୟ ଡଲାର ତୁଳନାରେ ଖସିଛି। ଏହାଦ୍ୱାରା ଆମଦାନି ଖର୍ଚ୍ଚ ବଢ଼ିଛି ଓ ଚଳନ୍ତି ଖାତା ନିଅଣ୍ଟ ବୃଦ୍ଧି ପାଇଛି।: [760, 641, 1166, 669]
- sudoku-cell[interactable]: 4: [1257, 2024, 1289, 2056]
- sub-heading-matradhikata: 'ମାତ୍ରାଧିକତା' କାମ କରେ ନାହିଁ: [432, 600, 662, 624]
- poem-source: (ସ୍ୱପ୍ନ ସୃଜନ): [196, 139, 274, 154]
- sudoku-cell[interactable]: [1419, 1926, 1451, 1959]
- answer-cell: 5: [1368, 2185, 1388, 2201]
- zilla-diary-author: -ସଞ୍ଜୀବ କୁମାର ଯୋଶୀ: [213, 832, 330, 847]
- main-article-col1b: [346, 630, 748, 976]
- paragraph: ଖାଦ୍ୟ ନିରାପତ୍ତା ଆଇନ କାର୍ଯ୍ୟକାରୀ ହେବା ପରେ ଗରିବ ପରିବାରମାନଙ୍କୁ ଶସ୍ତା ଦରରେ ଚାଉଳ ଓ ଗହମ ଯୋଗାଇ ଦିଆଯାଉଛି। କିନ୍ତୁ ଅନେକ ସ୍ଥାନରେ ପ୍ରକୃତ ହିତାଧିକାରୀ ଏହି ସୁବିଧାରୁ ବଞ୍ଚିତ ହେଉଛନ୍ତି।: [1178, 59, 1494, 100]
- sudoku-cell[interactable]: [1322, 1862, 1354, 1894]
- paragraph: ଅର୍ଥନୀତିବିତ୍‌ମାନେ କହୁଛନ୍ତି ଯେ ସଂସ୍କାର ପ୍ରକ୍ରିୟା ଜାରି ରଖିବା ଆବଶ୍ୟକ। ଅନ୍ୟଥା ଦେଶ ଗମ୍ଭୀର ଅର୍ଥନୈତିକ ସଙ୍କଟର ସମ୍ମୁଖୀନ ହୋଇପାରେ।: [760, 703, 1166, 730]
- answer-cell: 1: [1471, 2185, 1491, 2201]
- answer-cell: 4: [1368, 2201, 1388, 2216]
- poem-line: ବୃଥା ଦିବସ ନିଶିର ସହସ୍ର ଭାବନା: [4, 46, 158, 61]
- answer-cell: 6: [1327, 2137, 1347, 2153]
- answer-cell: 3: [1409, 2089, 1429, 2105]
- chirantani-box: [4, 4, 334, 202]
- sudoku-cell[interactable]: [1419, 1796, 1451, 1828]
- sudoku-cell[interactable]: [1452, 1992, 1484, 2024]
- answer-cell: 7: [1327, 2121, 1347, 2137]
- answer-cell: 3: [1389, 2185, 1409, 2201]
- midday-byline: ଡି-୩, ଏ.ଜି.ଟି. ନଗର, ଭୁବନେଶ୍ୱର, E-mail: sahadevas@yahoo.com: [836, 1760, 1166, 1773]
- sudoku-cell[interactable]: [1192, 1926, 1224, 1959]
- masthead-quote-attr: -ଶ୍ରୀମା: [887, 61, 921, 74]
- answer-cell: 1: [1307, 2105, 1327, 2121]
- answer-cell: 6: [1430, 2105, 1450, 2121]
- sudoku-cell[interactable]: [1192, 1796, 1224, 1828]
- letter3-sign: ବୁମାର ଗଣନାୟକ, ଶୁକ୍ରଜ କୁଡ଼ାଗଡ଼, ତିର୍ତ୍ତୋଲ, କଟକ: [1261, 1448, 1494, 1461]
- india-map-icon: [1446, 8, 1486, 48]
